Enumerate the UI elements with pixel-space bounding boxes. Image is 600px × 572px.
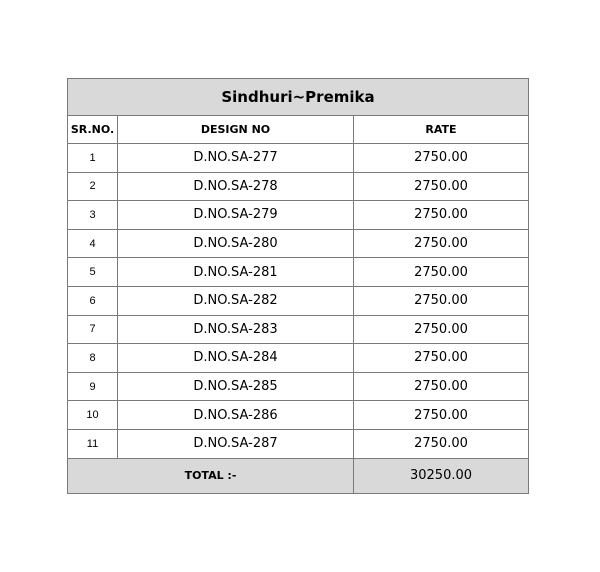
- design-no-cell: D.NO.SA-278: [118, 172, 354, 201]
- table-row: [68, 258, 529, 287]
- design-no-cell: D.NO.SA-279: [118, 201, 354, 230]
- design-no-cell: D.NO.SA-282: [118, 286, 354, 315]
- total-row: [68, 458, 529, 493]
- sr-no-cell: 4: [68, 229, 118, 258]
- table-row: [68, 144, 529, 173]
- rate-cell: 2750.00: [354, 372, 529, 401]
- table-row: [68, 372, 529, 401]
- rate-cell: 2750.00: [354, 429, 529, 458]
- table-row: [68, 201, 529, 230]
- column-header-design-no: DESIGN NO: [118, 116, 354, 144]
- table-row: [68, 286, 529, 315]
- sr-no-cell: 11: [68, 429, 118, 458]
- table-row: [68, 429, 529, 458]
- design-no-cell: D.NO.SA-281: [118, 258, 354, 287]
- sr-no-cell: 1: [68, 144, 118, 173]
- table-row: [68, 344, 529, 373]
- design-no-cell: D.NO.SA-287: [118, 429, 354, 458]
- table-row: [68, 172, 529, 201]
- total-label: TOTAL :-: [68, 458, 354, 493]
- design-no-cell: D.NO.SA-283: [118, 315, 354, 344]
- rate-cell: 2750.00: [354, 344, 529, 373]
- rate-cell: 2750.00: [354, 286, 529, 315]
- rate-cell: 2750.00: [354, 315, 529, 344]
- table-row: [68, 229, 529, 258]
- table-title: Sindhuri~Premika: [68, 79, 529, 116]
- rate-cell: 2750.00: [354, 172, 529, 201]
- sr-no-cell: 7: [68, 315, 118, 344]
- column-header-sr-no: SR.NO.: [68, 116, 118, 144]
- table-row: [68, 401, 529, 430]
- table-row: [68, 315, 529, 344]
- design-no-cell: D.NO.SA-277: [118, 144, 354, 173]
- header-row: [68, 116, 529, 144]
- rate-cell: 2750.00: [354, 229, 529, 258]
- sr-no-cell: 9: [68, 372, 118, 401]
- design-no-cell: D.NO.SA-286: [118, 401, 354, 430]
- sr-no-cell: 6: [68, 286, 118, 315]
- design-no-cell: D.NO.SA-280: [118, 229, 354, 258]
- sr-no-cell: 2: [68, 172, 118, 201]
- sr-no-cell: 3: [68, 201, 118, 230]
- rate-cell: 2750.00: [354, 144, 529, 173]
- design-no-cell: D.NO.SA-285: [118, 372, 354, 401]
- rate-cell: 2750.00: [354, 401, 529, 430]
- title-row: [68, 79, 529, 116]
- rate-cell: 2750.00: [354, 201, 529, 230]
- sr-no-cell: 5: [68, 258, 118, 287]
- sr-no-cell: 10: [68, 401, 118, 430]
- total-value: 30250.00: [354, 458, 529, 493]
- price-table: [67, 78, 529, 494]
- rate-cell: 2750.00: [354, 258, 529, 287]
- design-no-cell: D.NO.SA-284: [118, 344, 354, 373]
- sr-no-cell: 8: [68, 344, 118, 373]
- column-header-rate: RATE: [354, 116, 529, 144]
